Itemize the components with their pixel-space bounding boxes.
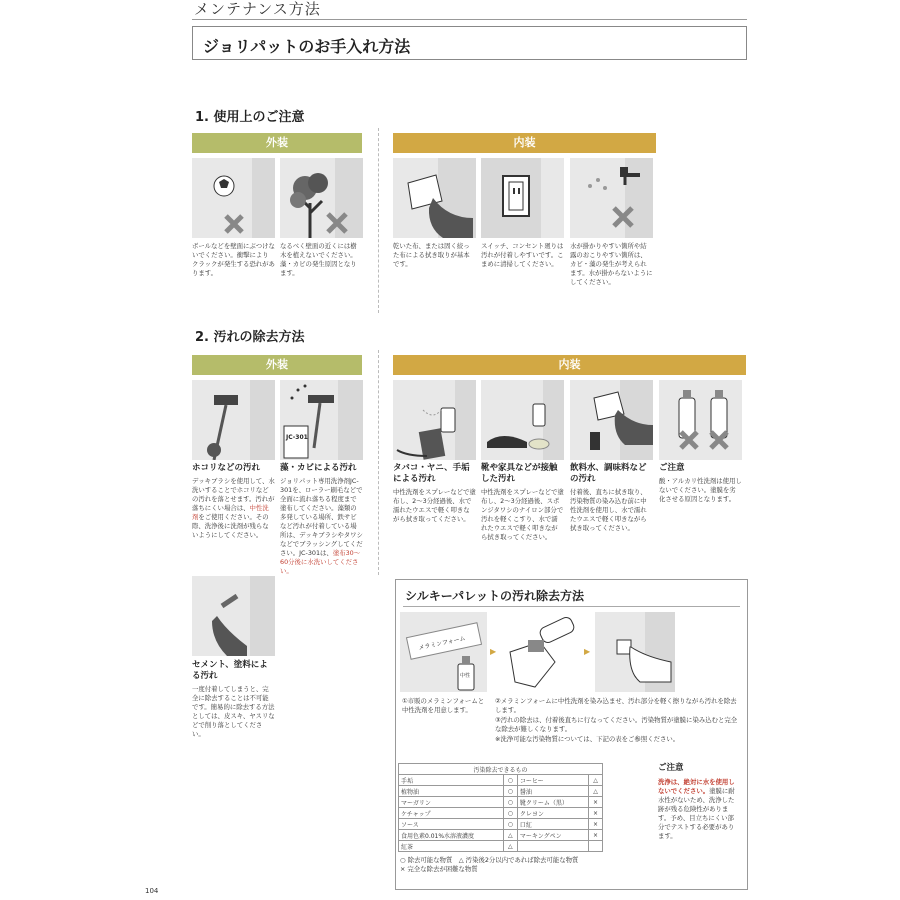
- table-cell: △: [589, 786, 603, 797]
- melamine-label: メラミンフォーム: [418, 635, 467, 652]
- table-cell: クレヨン: [517, 808, 588, 819]
- silky-step-2: ②メラミンフォームに中性洗剤を染み込ませ、汚れ部分を軽く擦りながら汚れを除去します。: [495, 697, 737, 714]
- table-cell: 食用色素0.01%水溶液濃度: [399, 830, 504, 841]
- table-row: [399, 797, 603, 808]
- item-dust-title: ホコリなどの汚れ: [192, 463, 261, 473]
- silky-title-rule: [403, 606, 740, 607]
- table-cell: ×: [589, 830, 603, 841]
- table-cell: ○: [503, 775, 517, 786]
- item-algae-title: 藻・カビによる汚れ: [280, 463, 357, 473]
- page-number: 104: [145, 887, 159, 895]
- ball-illustration: [192, 158, 275, 238]
- item-drinks-title: 飲料水、調味料などの汚れ: [570, 463, 647, 484]
- silky-step-1: ①市販のメラミンフォームと中性洗剤を用意します。: [402, 697, 485, 714]
- caption-ball: ボールなどを壁面にぶつけないでください。衝撃によりクラックが発生する恐れがあります。: [192, 242, 275, 277]
- tree-illustration: [280, 158, 363, 238]
- section1-exterior-bar: 外装: [192, 133, 362, 153]
- item-algae-text: ジョリパット専用洗浄剤JC-301を、ローラー刷毛などで全面に流れ落ちる程度まで塗布してください。藻類の多発している場所、鉄サビなど汚れが付着している場所は、デッキブラシやタワシなどでブラッシングしてください。JC-301は、塗布30〜60分後に水洗いしてください。: [280, 477, 363, 575]
- table-row: [399, 808, 603, 819]
- silky-step-3: ③汚れの除去は、付着後直ちに行なってください。汚染物質が塗膜に染み込むと完全な除去が難しくなります。: [495, 716, 738, 733]
- item-cement-title: セメント、塗料による汚れ: [192, 660, 268, 681]
- brush-illustration: [192, 380, 275, 460]
- wipe-illustration: [570, 380, 653, 460]
- table-cell: ○: [503, 797, 517, 808]
- table-cell: ○: [503, 786, 517, 797]
- silky-caution-text: 洗浄は、絶対に水を使用しないでください。塗膜に耐水性がないため、洗浄した跡が残る危険性があります。予め、目立ちにくい部分でテストする必要があります。: [658, 778, 735, 840]
- stain-table: [398, 763, 603, 852]
- silky-step-note: ※洗浄可能な汚染物質については、下記の表をご参照ください。: [495, 735, 680, 743]
- scraper-illustration: [192, 576, 275, 656]
- shoe-illustration: [481, 380, 564, 460]
- table-cell: マーガリン: [399, 797, 504, 808]
- item-shoes-title: 靴や家具などが接触した汚れ: [481, 463, 558, 484]
- table-cell: [589, 841, 603, 852]
- item-drinks: [570, 463, 653, 533]
- prohibit-x-icon: [226, 216, 242, 232]
- table-cell: ソース: [399, 819, 504, 830]
- breadcrumb: メンテナンス方法: [194, 0, 321, 18]
- table-cell: [517, 841, 588, 852]
- arrow-icon: ▶: [490, 647, 497, 656]
- item-caution: [659, 463, 742, 504]
- item-tobacco-text: 中性洗剤をスプレーなどで塗布し、2〜3分経過後、水で濡れたウエスで軽く叩きながら拭き取ってください。: [393, 488, 476, 523]
- caption-cloth: 乾いた布、または固く絞った布による拭き取りが基本です。: [393, 242, 470, 268]
- jc301-label: JC-301: [286, 434, 308, 441]
- table-cell: 植物油: [399, 786, 504, 797]
- table-cell: 紅茶: [399, 841, 504, 852]
- spray-illustration: [393, 380, 476, 460]
- table-cell: 口紅: [517, 819, 588, 830]
- item-dust-text: デッキブラシを使用して、水洗いすることでホコリなどの汚れを落とせます。汚れが落ちにくい場合は、中性洗剤をご使用ください。その際、洗浄後に洗剤が残らないようにしてください。: [192, 477, 275, 539]
- silky-bottle-label: 中性: [460, 673, 471, 679]
- section1-interior-bar: 内装: [393, 133, 656, 153]
- melamine-illustration: [400, 612, 487, 692]
- silky-caution-title: ご注意: [658, 763, 684, 773]
- glove-illustration: [500, 612, 580, 692]
- table-cell: 手垢: [399, 775, 504, 786]
- item-dust: [192, 463, 275, 540]
- item-shoes: [481, 463, 564, 542]
- table-row: [399, 819, 603, 830]
- bottles-illustration: [659, 380, 742, 460]
- table-cell: ×: [589, 819, 603, 830]
- section1-heading: 1. 使用上のご注意: [195, 110, 305, 125]
- table-cell: ○: [503, 808, 517, 819]
- table-cell: △: [503, 830, 517, 841]
- item-caution-title: ご注意: [659, 463, 685, 473]
- item-shoes-text: 中性洗剤をスプレーなどで塗布し、2〜3分経過後、スポンジタワシのナイロン部分で汚れを軽くこすり、水で濡れたウエスで軽く叩きながら拭き取ってください。: [481, 488, 564, 541]
- section1-divider: [378, 128, 379, 313]
- table-row: [399, 841, 603, 852]
- table-row: [399, 775, 603, 786]
- wall-rub-illustration: [595, 612, 675, 692]
- caption-tree: なるべく壁面の近くには樹木を植えないでください。藻・カビの発生原因となります。: [280, 242, 357, 277]
- table-cell: コーヒー: [517, 775, 588, 786]
- item-drinks-text: 付着後、直ちに拭き取り、汚染物質の染み込む前に中性洗剤を使用し、水で濡れたウエスで軽く叩きながら拭き取ってください。: [570, 488, 647, 532]
- outlet-illustration: [481, 158, 564, 238]
- table-cell: ケチャップ: [399, 808, 504, 819]
- silky-title: シルキーパレットの汚れ除去方法: [405, 589, 584, 603]
- table-row: [399, 786, 603, 797]
- table-cell: ×: [589, 808, 603, 819]
- table-cell: 醤油: [517, 786, 588, 797]
- item-tobacco: [393, 463, 476, 524]
- cloth-illustration: [393, 158, 476, 238]
- table-cell: マーキングペン: [517, 830, 588, 841]
- item-cement: [192, 660, 275, 739]
- table-cell: △: [589, 775, 603, 786]
- section2-exterior-bar: 外装: [192, 355, 362, 375]
- table-cell: △: [503, 841, 517, 852]
- table-cell: 靴クリーム（黒）: [517, 797, 588, 808]
- item-tobacco-title: タバコ・ヤニ、手垢による汚れ: [393, 463, 470, 484]
- table-legend-2: × 完全な除去が困難な物質: [400, 865, 478, 873]
- table-legend-1: ○ 除去可能な物質 △ 汚染後2分以内であれば除去可能な物質: [400, 856, 579, 864]
- item-cement-text: 一度付着してしまうと、完全に除去することは不可能です。簡易的に除去する方法としては、皮スキ、ヤスリなどで削り落としてください。: [192, 685, 275, 738]
- section2-interior-bar: 内装: [393, 355, 746, 375]
- section2-heading: 2. 汚れの除去方法: [195, 330, 305, 345]
- table-cell: ×: [589, 797, 603, 808]
- item-algae: [280, 463, 363, 576]
- page-title: ジョリパットのお手入れ方法: [203, 37, 411, 56]
- arrow-icon: ▶: [584, 647, 591, 656]
- header-rule: [192, 19, 747, 20]
- jc301-illustration: [280, 380, 363, 460]
- section2-divider: [378, 350, 379, 575]
- table-row: [399, 830, 603, 841]
- item-caution-text: 酸・アルカリ性洗剤は使用しないでください。塗膜を劣化させる原因となります。: [659, 477, 742, 503]
- caption-faucet: 水が掛かりやすい箇所や結露のおこりやすい箇所は、カビ・藻の発生が考えられます。水が掛からないようにしてください。: [570, 242, 653, 286]
- stain-table-header: 汚染除去できるもの: [399, 764, 603, 775]
- caption-outlet: スイッチ、コンセント廻りは汚れが付着しやすいです。こまめに清掃してください。: [481, 242, 564, 268]
- table-cell: ○: [503, 819, 517, 830]
- faucet-illustration: [570, 158, 653, 238]
- title-box: [192, 26, 747, 60]
